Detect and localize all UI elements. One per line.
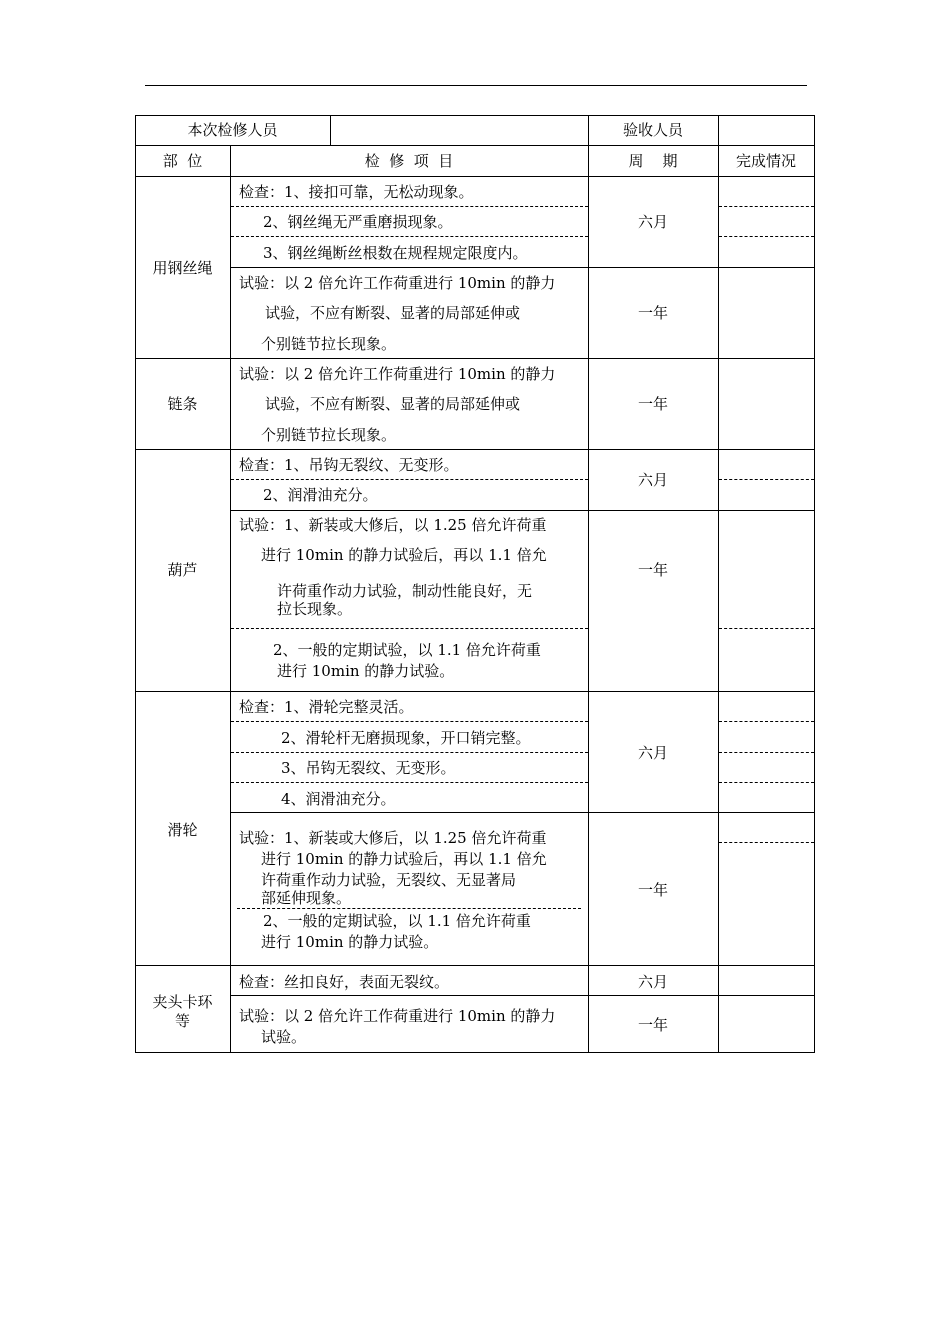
test-item: 个别链节拉长现象。 (261, 426, 397, 444)
check-item: 3、吊钩无裂纹、无变形。 (281, 759, 456, 777)
dashed-divider (719, 206, 814, 207)
row-divider (135, 145, 815, 146)
check-item: 检查：1、吊钩无裂纹、无变形。 (239, 456, 459, 474)
check-item: 检查：1、接扣可靠，无松动现象。 (239, 183, 474, 201)
part-wire-rope: 用钢丝绳 (152, 259, 213, 277)
row-divider (230, 812, 815, 813)
test-item: 2、一般的定期试验，以 1.1 倍允许荷重 (273, 641, 541, 659)
inspection-table (135, 115, 815, 1053)
row-divider (135, 358, 815, 359)
part-clamp: 等 (174, 1012, 190, 1030)
test-item: 许荷重作动力试验，制动性能良好，无 (277, 582, 533, 600)
check-item: 2、钢丝绳无严重磨损现象。 (263, 213, 453, 231)
test-item: 进行 10min 的静力试验。 (277, 662, 455, 680)
header-rule (145, 85, 807, 86)
dashed-divider (719, 842, 814, 843)
dashed-divider (237, 908, 581, 909)
col-divider (588, 115, 589, 1053)
period-value: 六月 (637, 213, 668, 231)
test-item: 个别链节拉长现象。 (261, 335, 397, 353)
dashed-divider (231, 782, 588, 783)
col-divider (330, 115, 331, 146)
col-divider (230, 145, 231, 1053)
test-item: 拉长现象。 (277, 600, 353, 618)
col-part-header: 部 位 (162, 152, 203, 170)
inspectors-label: 本次检修人员 (187, 121, 278, 139)
dashed-divider (719, 721, 814, 722)
test-item: 试验，不应有断裂、显著的局部延伸或 (265, 395, 521, 413)
period-value: 六月 (637, 471, 668, 489)
test-item: 试验：以 2 倍允许工作荷重进行 10min 的静力 (239, 274, 556, 292)
period-value: 一年 (637, 561, 668, 579)
test-item: 进行 10min 的静力试验。 (261, 933, 439, 951)
test-item: 许荷重作动力试验，无裂纹、无显著局 (261, 871, 517, 889)
test-item: 进行 10min 的静力试验后，再以 1.1 倍允 (261, 546, 547, 564)
row-divider (135, 965, 815, 966)
dashed-divider (231, 628, 588, 629)
row-divider (135, 691, 815, 692)
row-divider (230, 510, 815, 511)
col-items-header: 检 修 项 目 (364, 152, 454, 170)
part-pulley: 滑轮 (167, 821, 198, 839)
part-chain: 链条 (167, 395, 198, 413)
test-item: 试验：以 2 倍允许工作荷重进行 10min 的静力 (239, 1007, 556, 1025)
dashed-divider (719, 752, 814, 753)
table-border-bottom (135, 1052, 815, 1053)
period-value: 一年 (637, 304, 668, 322)
row-divider (230, 995, 815, 996)
check-item: 3、钢丝绳断丝根数在规程规定限度内。 (263, 244, 528, 262)
test-item: 试验，不应有断裂、显著的局部延伸或 (265, 304, 521, 322)
period-value: 一年 (637, 1016, 668, 1034)
check-item: 检查：1、滑轮完整灵活。 (239, 698, 414, 716)
period-value: 一年 (637, 395, 668, 413)
check-item: 2、润滑油充分。 (263, 486, 378, 504)
test-item: 部延伸现象。 (261, 889, 352, 907)
test-item: 试验：以 2 倍允许工作荷重进行 10min 的静力 (239, 365, 556, 383)
dashed-divider (719, 628, 814, 629)
dashed-divider (231, 752, 588, 753)
table-border-right (814, 115, 815, 1053)
row-divider (135, 176, 815, 177)
test-item: 进行 10min 的静力试验后，再以 1.1 倍允 (261, 850, 547, 868)
part-clamp: 夹头卡环 (152, 993, 213, 1011)
acceptance-label: 验收人员 (622, 121, 683, 139)
col-status-header: 完成情况 (735, 152, 796, 170)
table-border-left (135, 115, 136, 1053)
test-item: 试验：1、新装或大修后，以 1.25 倍允许荷重 (239, 516, 547, 534)
dashed-divider (719, 782, 814, 783)
dashed-divider (719, 236, 814, 237)
check-item: 4、润滑油充分。 (281, 790, 396, 808)
part-hoist: 葫芦 (167, 561, 198, 579)
dashed-divider (231, 236, 588, 237)
check-item: 检查：丝扣良好，表面无裂纹。 (239, 973, 450, 991)
dashed-divider (231, 721, 588, 722)
row-divider (135, 449, 815, 450)
period-value: 六月 (637, 973, 668, 991)
dashed-divider (719, 479, 814, 480)
row-divider (230, 267, 815, 268)
col-period-header: 周 期 (628, 152, 678, 170)
col-divider (718, 115, 719, 1053)
test-item: 试验。 (261, 1028, 307, 1046)
period-value: 六月 (637, 744, 668, 762)
table-border-top (135, 115, 815, 116)
check-item: 2、滑轮杆无磨损现象，开口销完整。 (281, 729, 531, 747)
test-item: 试验：1、新装或大修后，以 1.25 倍允许荷重 (239, 829, 547, 847)
dashed-divider (231, 206, 588, 207)
test-item: 2、一般的定期试验，以 1.1 倍允许荷重 (263, 912, 531, 930)
dashed-divider (231, 479, 588, 480)
period-value: 一年 (637, 881, 668, 899)
